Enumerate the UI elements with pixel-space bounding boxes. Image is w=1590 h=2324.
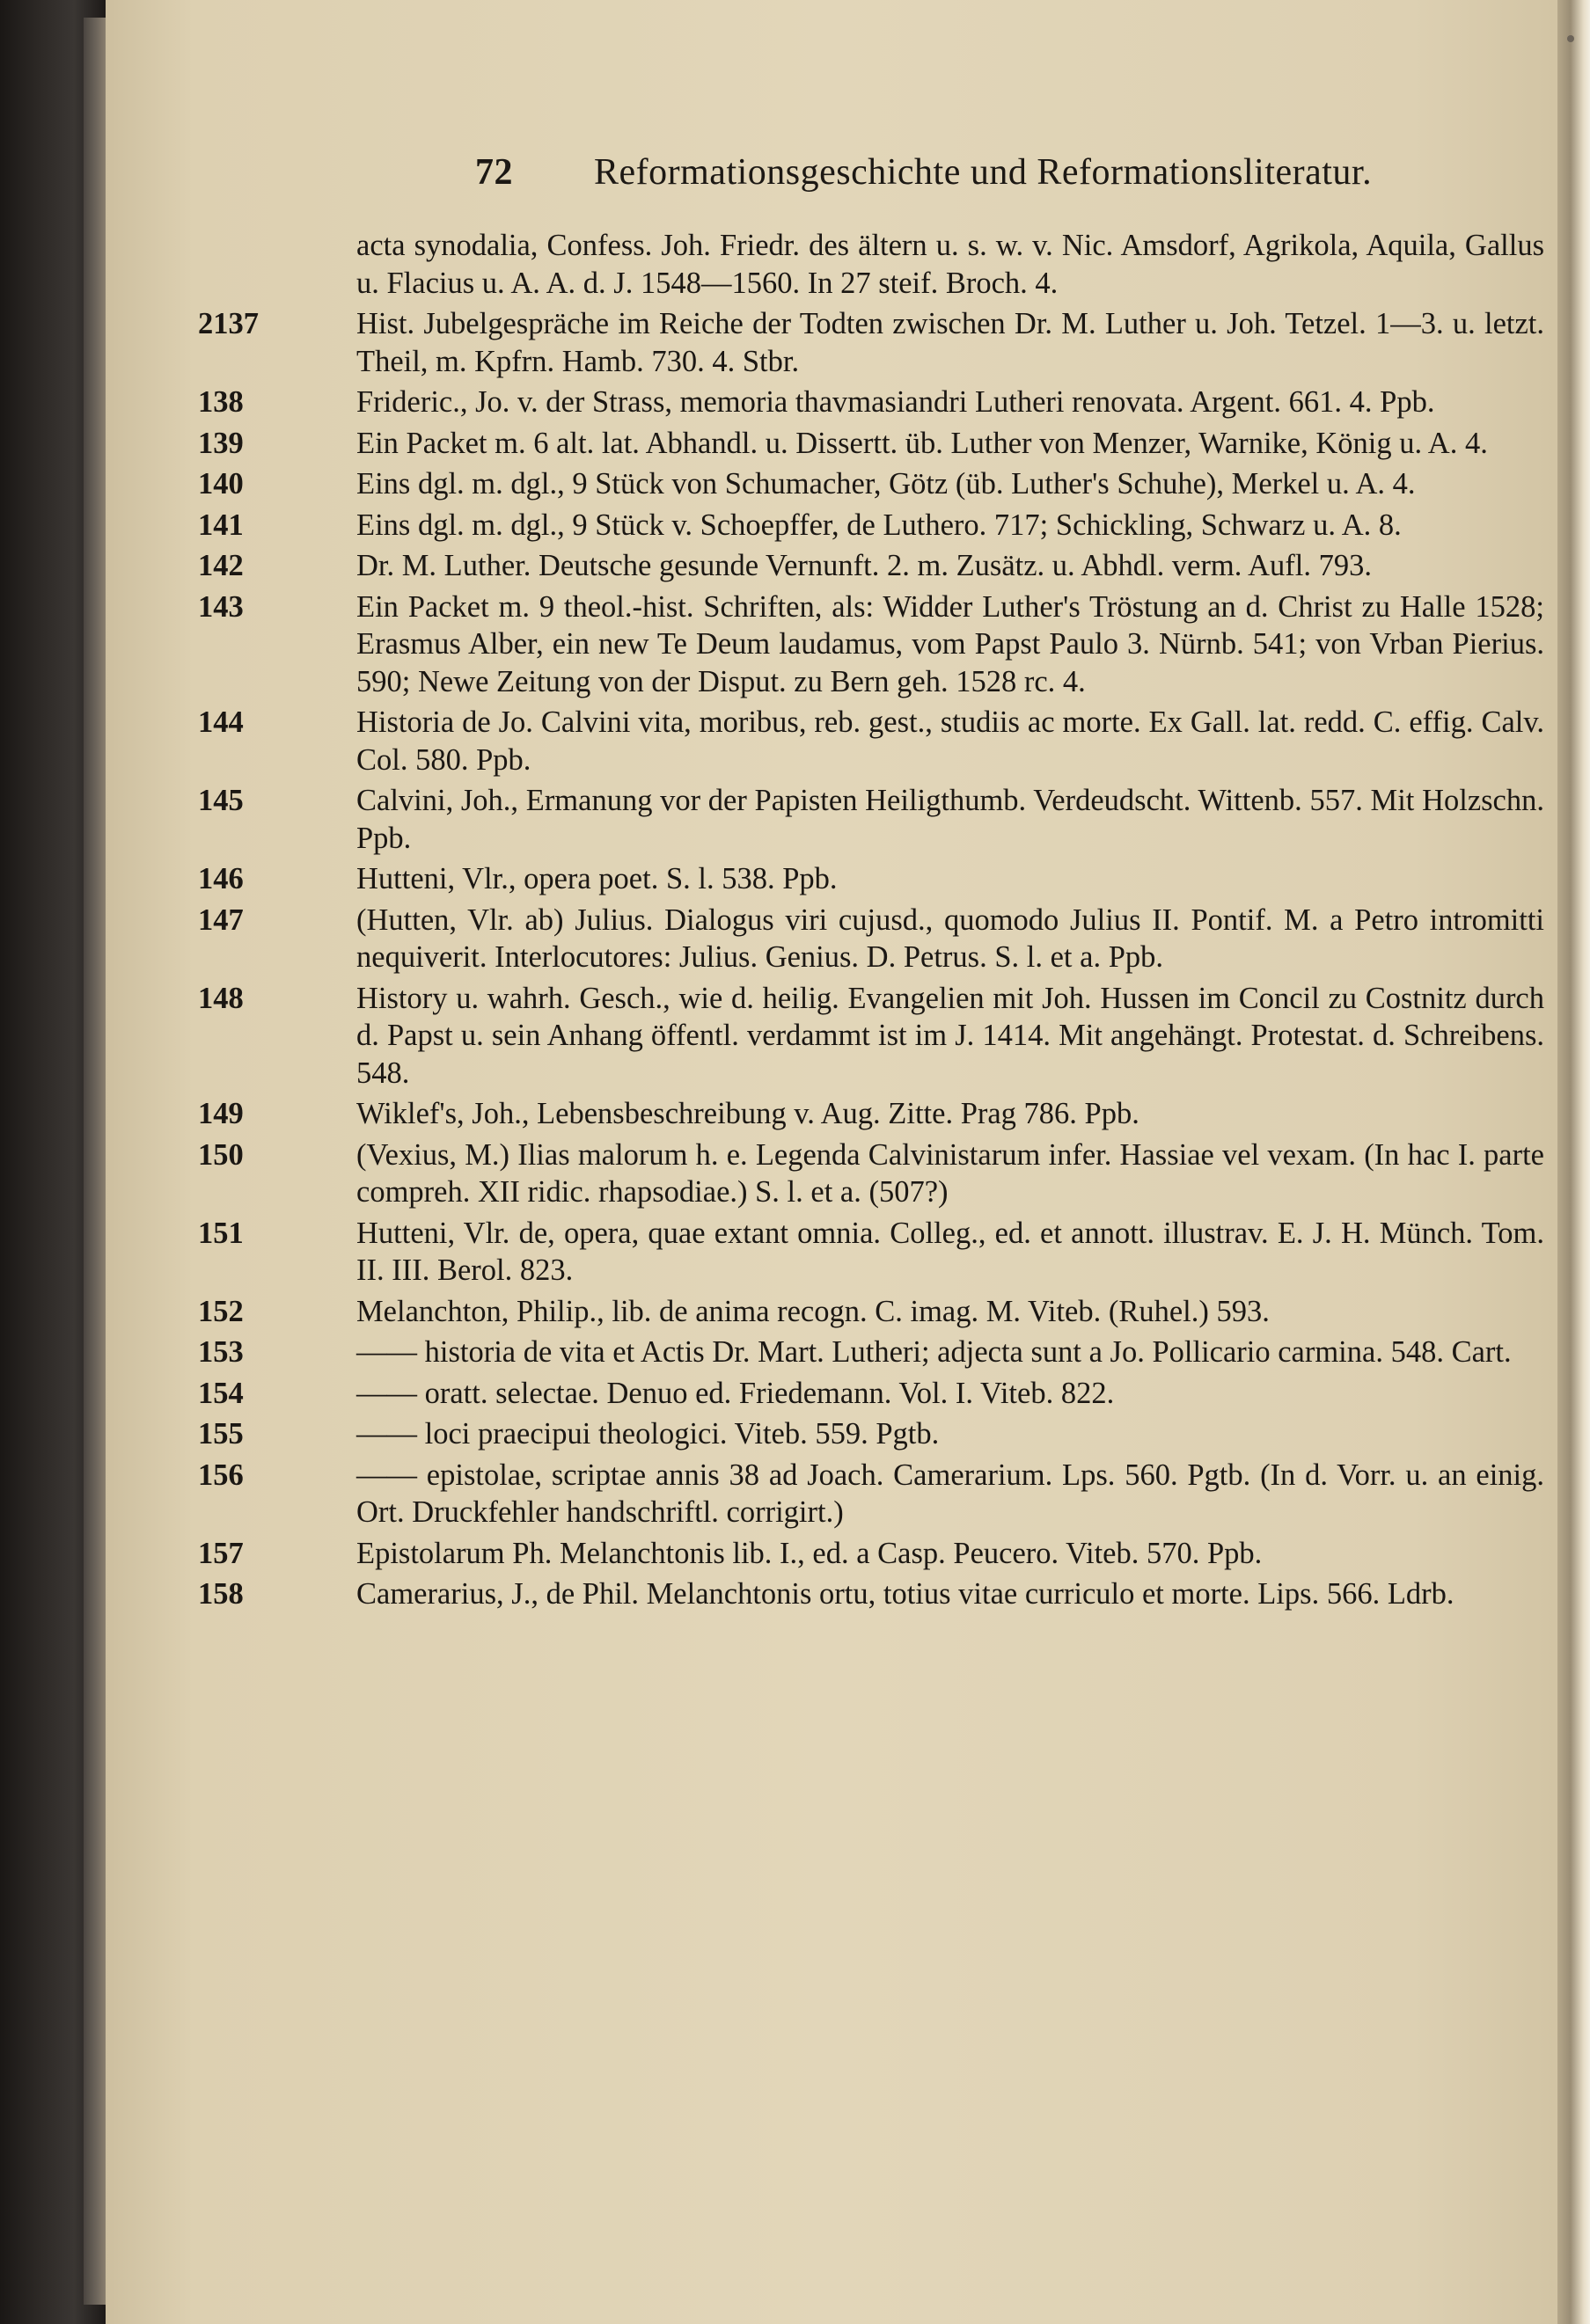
entry-text: Historia de Jo. Calvini vita, moribus, reb. gest., studiis ac morte. Ex Gall. lat. redd. C. effig. Calv. Col. 580. Ppb. [356, 705, 1544, 777]
catalog-entry [198, 1293, 1544, 1331]
entry-text: Eins dgl. m. dgl., 9 Stück v. Schoepffer, de Luthero. 717; Schickling, Schwarz u. A. 8. [356, 508, 1402, 542]
entry-text: Eins dgl. m. dgl., 9 Stück von Schumacher, Götz (üb. Luther's Schuhe), Merkel u. A. 4. [356, 467, 1416, 501]
entry-number: 148 [198, 981, 244, 1015]
entry-text: Dr. M. Luther. Deutsche gesunde Vernunft. 2. m. Zusätz. u. Abhdl. verm. Aufl. 793. [356, 549, 1372, 582]
catalog-entry [198, 1575, 1544, 1613]
entry-text: acta synodalia, Confess. Joh. Friedr. des ältern u. s. w. v. Nic. Amsdorf, Agrikola, Aquila, Gallus u. Flacius u. A. A. d. J. 1548—1560. In 27 steif. Broch. 4. [356, 229, 1544, 300]
catalog-entry [198, 465, 1544, 503]
entry-text: Hutteni, Vlr. de, opera, quae extant omnia. Colleg., ed. et annott. illustrav. E. J. H. Münch. Tom. II. III. Berol. 823. [356, 1216, 1544, 1287]
entry-text: (Hutten, Vlr. ab) Julius. Dialogus viri cujusd., quomodo Julius II. Pontif. M. a Petro intromitti nequiverit. Interlocutores: Julius. Genius. D. Petrus. S. l. et a. Ppb. [356, 903, 1544, 974]
entry-text: Ein Packet m. 6 alt. lat. Abhandl. u. Dissertt. üb. Luther von Menzer, Warnike, König u. A. 4. [356, 426, 1488, 460]
catalog-entry [198, 1215, 1544, 1290]
catalog-entry [198, 860, 1544, 898]
entry-number: 153 [198, 1335, 244, 1369]
catalog-entry [198, 588, 1544, 701]
entry-number: 145 [198, 784, 244, 817]
entry-text: —— oratt. selectae. Denuo ed. Friedemann. Vol. I. Viteb. 822. [356, 1376, 1115, 1410]
entry-number: 147 [198, 903, 244, 937]
entry-number: 138 [198, 385, 244, 419]
catalog-entry [198, 980, 1544, 1093]
entry-number: 140 [198, 467, 244, 501]
entry-text: Wiklef's, Joh., Lebensbeschreibung v. Aug. Zitte. Prag 786. Ppb. [356, 1097, 1139, 1130]
catalog-entry [198, 1095, 1544, 1133]
entry-number: 143 [198, 589, 244, 624]
next-page-edge [1557, 0, 1590, 2324]
catalog-entry [198, 1457, 1544, 1531]
catalog-entry [198, 1415, 1544, 1453]
entry-text: Epistolarum Ph. Melanchtonis lib. I., ed. a Casp. Peucero. Viteb. 570. Ppb. [356, 1536, 1263, 1570]
catalog-entry [198, 704, 1544, 778]
entry-text: —— loci praecipui theologici. Viteb. 559. Pgtb. [356, 1417, 940, 1451]
entry-number: 152 [198, 1294, 244, 1328]
entry-text: Hutteni, Vlr., opera poet. S. l. 538. Ppb. [356, 862, 838, 895]
entry-text: History u. wahrh. Gesch., wie d. heilig. Evangelien mit Joh. Hussen im Concil zu Costnitz durch d. Papst u. sein Anhang öffentl. verdammt ist im J. 1414. Mit angehängt. Protestat. d. Schreibens. 548. [356, 981, 1544, 1090]
running-title: Reformationsgeschichte und Reformationsliteratur. [594, 152, 1373, 193]
catalog-entry [198, 1136, 1544, 1211]
catalog-entry [198, 507, 1544, 544]
catalog-entry [198, 547, 1544, 585]
catalog-entry [198, 1375, 1544, 1413]
entry-number: 155 [198, 1417, 244, 1451]
catalog-entry [356, 227, 1544, 302]
catalog-entry [198, 425, 1544, 463]
entry-number: 144 [198, 705, 244, 739]
margin-dot [1567, 35, 1574, 42]
catalog-entry [198, 305, 1544, 380]
page-number: 72 [475, 152, 513, 193]
entry-text: Camerarius, J., de Phil. Melanchtonis ortu, totius vitae curriculo et morte. Lips. 566. Ldrb. [356, 1577, 1454, 1611]
entry-number: 154 [198, 1376, 244, 1410]
entry-number: 150 [198, 1137, 244, 1172]
entry-text: Frideric., Jo. v. der Strass, memoria thavmasiandri Lutheri renovata. Argent. 661. 4. Ppb. [356, 385, 1435, 419]
entry-text: —— historia de vita et Actis Dr. Mart. Lutheri; adjecta sunt a Jo. Pollicario carmina. 548. Cart. [356, 1335, 1512, 1369]
spine-edge [84, 18, 106, 2305]
entry-text: Ein Packet m. 9 theol.-hist. Schriften, als: Widder Luther's Tröstung an d. Christ zu Halle 1528; Erasmus Alber, ein new Te Deum laudamus, vom Papst Paulo 3. Nürnb. 541; von Vrban Pierius. 590; Newe Zeitung von der Disput. zu Bern geh. 1528 rc. 4. [356, 589, 1544, 698]
entry-number: 149 [198, 1097, 244, 1130]
entry-number: 157 [198, 1536, 244, 1570]
page-header [370, 151, 1531, 201]
entry-text: Hist. Jubelgespräche im Reiche der Todten zwischen Dr. M. Luther u. Joh. Tetzel. 1—3. u. letzt. Theil, m. Kpfrn. Hamb. 730. 4. Stbr. [356, 307, 1544, 378]
entry-text: Melanchton, Philip., lib. de anima recogn. C. imag. M. Viteb. (Ruhel.) 593. [356, 1294, 1270, 1328]
entry-number: 146 [198, 862, 244, 895]
catalog-entries [106, 227, 1557, 1617]
entry-text: Calvini, Joh., Ermanung vor der Papisten Heiligthumb. Verdeudscht. Wittenb. 557. Mit Holzschn. Ppb. [356, 784, 1544, 855]
catalog-entry [198, 384, 1544, 421]
entry-number: 142 [198, 549, 244, 582]
book-page [106, 0, 1557, 2324]
catalog-entry [198, 1334, 1544, 1371]
entry-number: 151 [198, 1216, 244, 1250]
entry-number: 158 [198, 1577, 244, 1611]
entry-number: 2137 [198, 307, 259, 340]
entry-number: 139 [198, 426, 244, 460]
catalog-entry [198, 902, 1544, 976]
catalog-entry [198, 782, 1544, 857]
entry-number: 156 [198, 1458, 244, 1492]
entry-text: —— epistolae, scriptae annis 38 ad Joach. Camerarium. Lps. 560. Pgtb. (In d. Vorr. u. an einig. Ort. Druckfehler handschriftl. corrigirt.) [356, 1458, 1544, 1529]
entry-number: 141 [198, 508, 244, 542]
catalog-entry [198, 1535, 1544, 1573]
entry-text: (Vexius, M.) Ilias malorum h. e. Legenda Calvinistarum infer. Hassiae vel vexam. (In hac I. parte compreh. XII ridic. rhapsodiae.) S. l. et a. (507?) [356, 1137, 1544, 1209]
